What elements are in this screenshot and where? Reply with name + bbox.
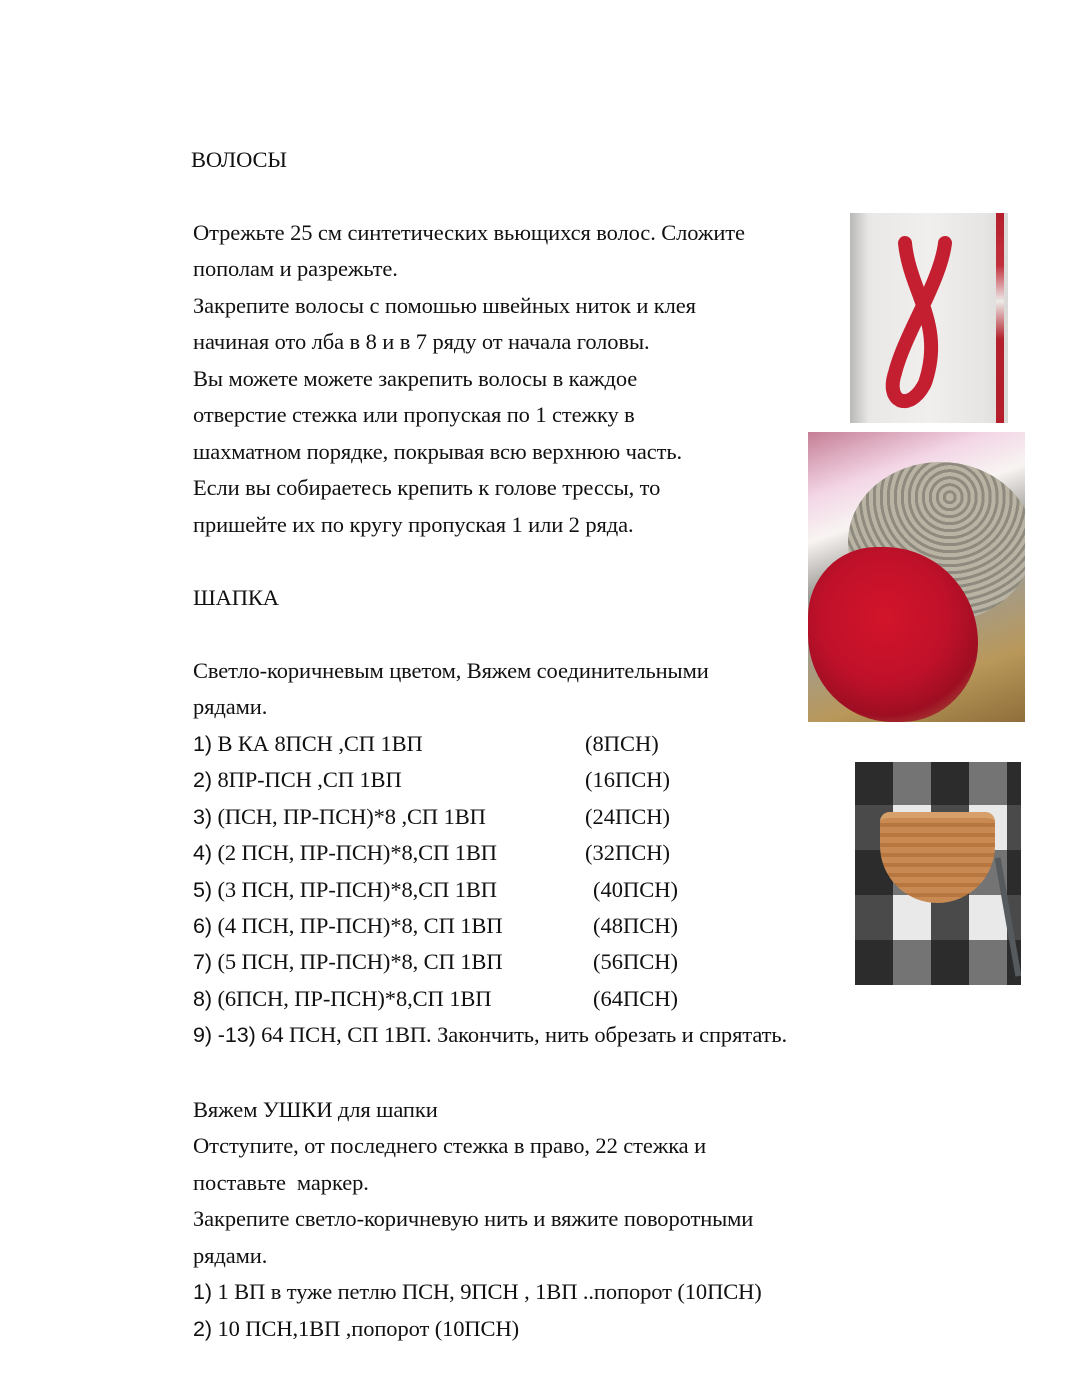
row-instruction: 1 ВП в туже петлю ПСН, 9ПСН , 1ВП ..попорот (10ПСН)	[217, 1279, 762, 1304]
pattern-row	[193, 985, 491, 1013]
row-stitch-count: (40ПСН)	[593, 877, 678, 902]
row-instruction: (4 ПСН, ПР-ПСН)*8, СП 1ВП	[217, 913, 503, 938]
row-number: 6)	[193, 914, 212, 938]
row-instruction: (2 ПСН, ПР-ПСН)*8,СП 1ВП	[217, 840, 497, 865]
row-number: 7)	[193, 950, 212, 974]
hair-strand-edge	[996, 213, 1004, 423]
pattern-row	[193, 730, 423, 758]
paragraph-line: начиная ото лба в 8 и в 7 ряду от начала головы.	[193, 329, 650, 354]
photo-red-curly-hair-loop	[850, 213, 1008, 423]
row-stitch-count: (64ПСН)	[593, 986, 678, 1011]
pattern-row	[193, 876, 497, 904]
row-instruction: 8ПР-ПСН ,СП 1ВП	[217, 767, 402, 792]
row-instruction: (ПСН, ПР-ПСН)*8 ,СП 1ВП	[217, 804, 486, 829]
row-number: 1)	[193, 732, 212, 756]
row-stitch-count: (24ПСН)	[585, 804, 670, 829]
pattern-row	[193, 1278, 762, 1306]
crochet-bowl-shape	[880, 812, 995, 903]
row-instruction: 10 ПСН,1ВП ,попорот (10ПСН)	[217, 1316, 519, 1341]
row-number: 1)	[193, 1280, 212, 1304]
paragraph-line: отверстие стежка или пропуская по 1 стежку в	[193, 402, 635, 427]
pattern-row	[193, 1315, 519, 1343]
row-stitch-count: (32ПСН)	[585, 840, 670, 865]
photo-crochet-hat-bowl-on-plaid	[855, 762, 1021, 985]
row-number: 5)	[193, 878, 212, 902]
paragraph-line: пополам и разрежьте.	[193, 256, 398, 281]
paragraph-line: рядами.	[193, 694, 268, 719]
paragraph-line: Отступите, от последнего стежка в право, 22 стежка и	[193, 1133, 707, 1158]
paragraph-line: Закрепите светло-коричневую нить и вяжите поворотными	[193, 1206, 754, 1231]
paragraph-line: рядами.	[193, 1243, 268, 1268]
row-number: 2)	[193, 768, 212, 792]
row-instruction: (5 ПСН, ПР-ПСН)*8, СП 1ВП	[217, 949, 503, 974]
pattern-row	[193, 839, 497, 867]
paragraph-line: Светло-коричневым цветом, Вяжем соединительными	[193, 658, 709, 683]
pattern-row	[193, 803, 486, 831]
row-instruction: 64 ПСН, СП 1ВП. Закончить, нить обрезать и спрятать.	[261, 1022, 788, 1047]
section-heading-hat: ШАПКА	[193, 585, 279, 610]
paragraph-line: Отрежьте 25 см синтетических вьющихся волос. Сложите	[193, 220, 745, 245]
row-number: 2)	[193, 1317, 212, 1341]
section-heading-ears: Вяжем УШКИ для шапки	[193, 1097, 438, 1122]
row-stitch-count: (16ПСН)	[585, 767, 670, 792]
photo-crochet-head-with-red-hair	[808, 432, 1025, 722]
pattern-row	[193, 766, 402, 794]
pattern-row	[193, 912, 502, 940]
row-number: 8)	[193, 987, 212, 1011]
row-number: 9) -13)	[193, 1023, 256, 1047]
paragraph-line: поставьте маркер.	[193, 1170, 369, 1195]
row-instruction: (3 ПСН, ПР-ПСН)*8,СП 1ВП	[217, 877, 497, 902]
row-instruction: (6ПСН, ПР-ПСН)*8,СП 1ВП	[217, 986, 492, 1011]
row-number: 4)	[193, 841, 212, 865]
hair-loop-icon	[850, 213, 1008, 423]
row-stitch-count: (48ПСН)	[593, 913, 678, 938]
paragraph-line: Если вы собираетесь крепить к голове трессы, то	[193, 475, 661, 500]
paragraph-line: шахматном порядке, покрывая всю верхнюю часть.	[193, 439, 683, 464]
section-heading-hair: ВОЛОСЫ	[191, 147, 287, 172]
row-number: 3)	[193, 805, 212, 829]
row-stitch-count: (56ПСН)	[593, 949, 678, 974]
paragraph-line: пришейте их по кругу пропуская 1 или 2 ряда.	[193, 512, 634, 537]
paragraph-line: Закрепите волосы с помошью швейных ниток и клея	[193, 293, 696, 318]
pattern-row-final	[193, 1021, 787, 1049]
row-instruction: В КА 8ПСН ,СП 1ВП	[217, 731, 423, 756]
paragraph-line: Вы можете можете закрепить волосы в каждое	[193, 366, 638, 391]
pattern-row	[193, 948, 502, 976]
crochet-hook-shape	[995, 857, 1021, 976]
row-stitch-count: (8ПСН)	[585, 731, 659, 756]
